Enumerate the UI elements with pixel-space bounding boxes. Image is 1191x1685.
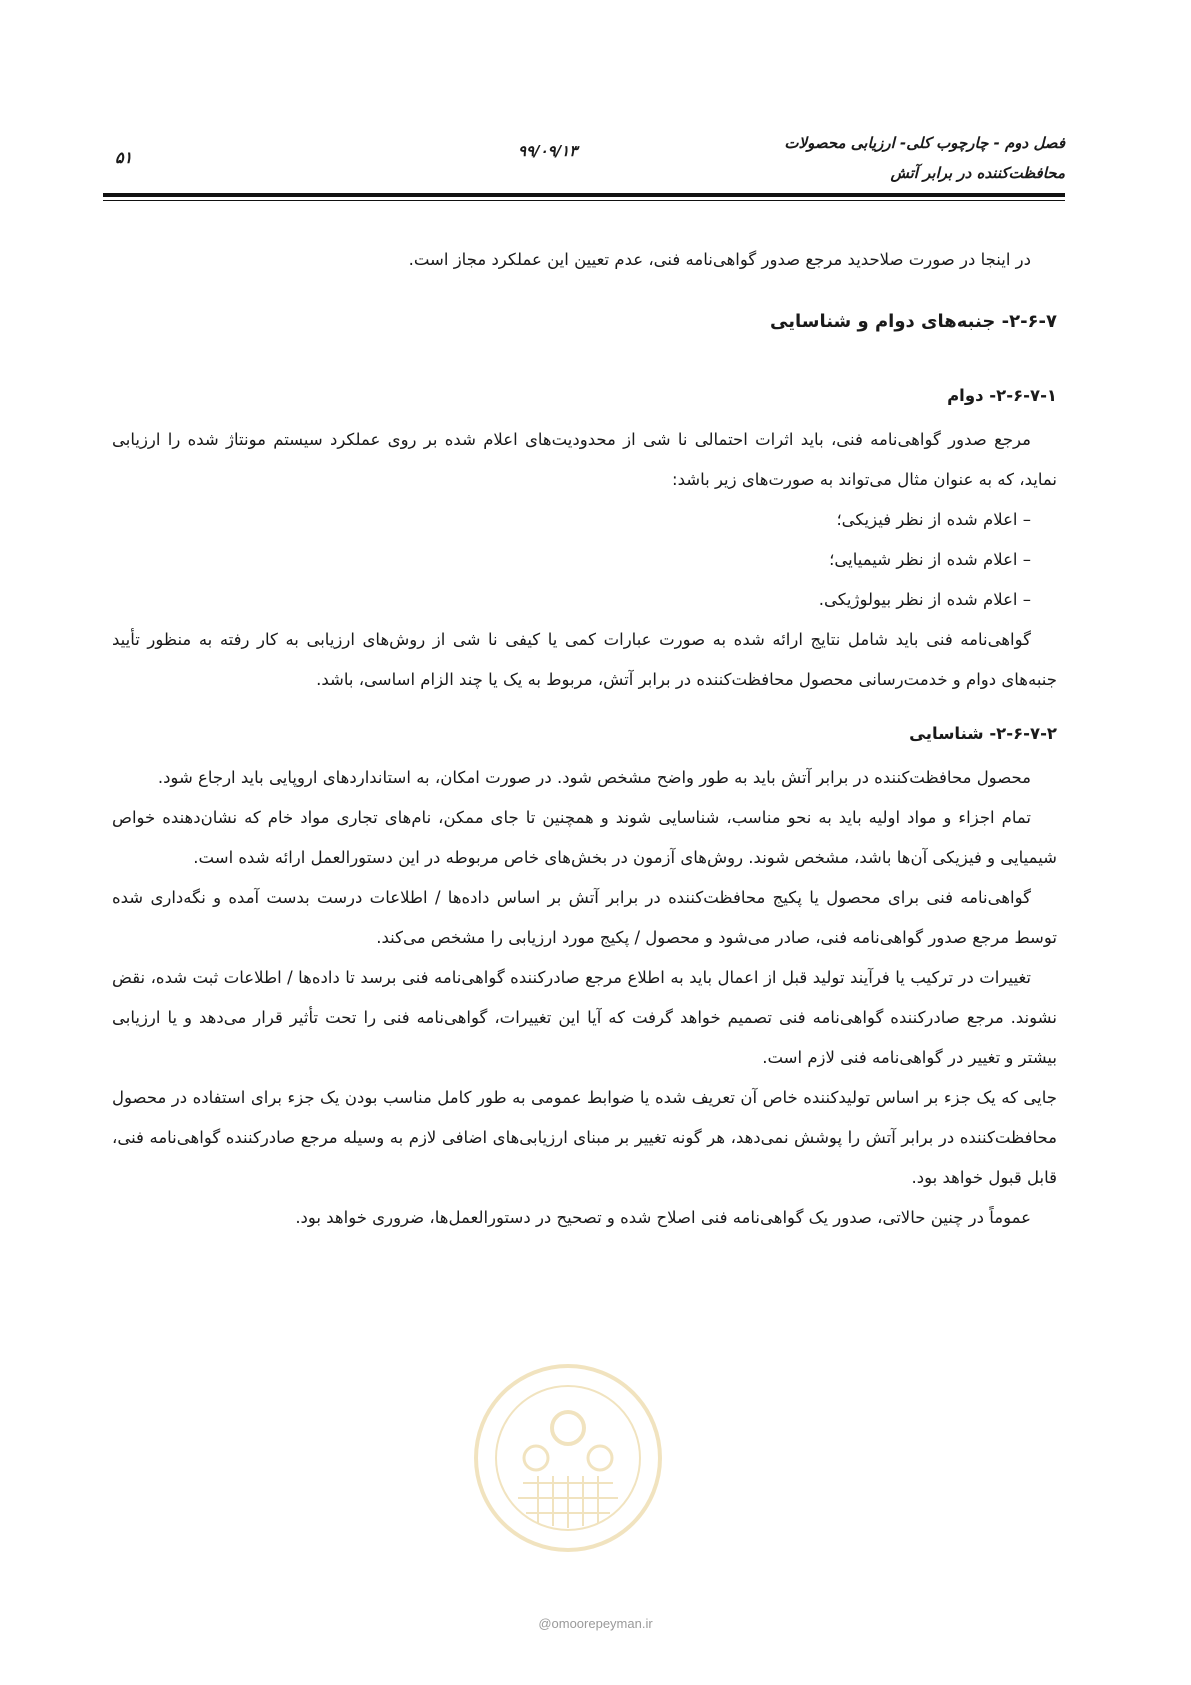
section-heading: ۲-۶-۷- جنبه‌های دوام و شناسایی bbox=[770, 311, 1057, 332]
durability-paragraph-1: مرجع صدور گواهی‌نامه فنی، باید اثرات احتمالی نا شی از محدودیت‌های اعلام شده بر روی عملکرد سیستم مونتاژ شده را ارزیابی نماید، که به عنوان مثال می‌تواند به صورت‌های زیر باشد: bbox=[112, 430, 1057, 489]
watermark-seal-icon bbox=[468, 1358, 668, 1558]
list-item: – اعلام شده از نظر بیولوژیکی. bbox=[818, 590, 1031, 609]
header-date: ۹۹/۰۹/۱۳ bbox=[518, 142, 578, 160]
identification-paragraph-1: محصول محافظت‌کننده در برابر آتش باید به طور واضح مشخص شود. در صورت امکان، به استانداردهای اروپایی باید ارجاع شود. bbox=[157, 768, 1031, 787]
chapter-title-line1: فصل دوم - چارچوب کلی- ارزیابی محصولات bbox=[784, 134, 1065, 152]
page-number: ۵۱ bbox=[115, 148, 133, 167]
identification-paragraph-6: عموماً در چنین حالاتی، صدور یک گواهی‌نامه فنی اصلاح شده و تصحیح در دستورالعمل‌ها، ضروری خواهد بود. bbox=[295, 1208, 1031, 1227]
header-rule-thick bbox=[103, 193, 1065, 197]
subsection-heading-durability: ۲-۶-۷-۱- دوام bbox=[947, 386, 1057, 405]
page-header bbox=[103, 128, 1065, 198]
identification-paragraph-2: تمام اجزاء و مواد اولیه باید به نحو مناسب، شناسایی شوند و همچنین تا جای ممکن، نام‌های تجاری مواد خام که نشان‌دهنده خواص شیمیایی و فیزیکی آن‌ها باشد، مشخص شوند. روش‌های آزمون در بخش‌های خاص مربوطه در این دستورالعمل ارائه شده است. bbox=[112, 808, 1057, 867]
header-rule-thin bbox=[103, 200, 1065, 201]
footer-url: @omoorepeyman.ir bbox=[538, 1616, 653, 1631]
durability-list bbox=[112, 500, 1057, 620]
page-body bbox=[112, 240, 1057, 1238]
durability-paragraph-2: گواهی‌نامه فنی باید شامل نتایج ارائه شده به صورت عبارات کمی یا کیفی نا شی از روش‌های ارزیابی به کار رفته به منظور تأیید جنبه‌های دوام و خدمت‌رسانی محصول محافظت‌کننده در برابر آتش، مربوط به یک یا چند الزام اساسی، باشد. bbox=[112, 630, 1057, 689]
identification-paragraph-5: جایی که یک جزء بر اساس تولیدکننده خاص آن تعریف شده یا ضوابط عمومی به طور کامل مناسب بودن یک جزء برای استفاده در محصول محافظت‌کننده در برابر آتش را پوشش نمی‌دهد، هر گونه تغییر بر مبنای ارزیابی‌های اضافی لازم به وسیله مرجع صادرکننده گواهی‌نامه فنی، قابل قبول خواهد بود. bbox=[112, 1088, 1057, 1187]
chapter-title-line2: محافظت‌کننده در برابر آتش bbox=[890, 164, 1065, 182]
subsection-heading-identification: ۲-۶-۷-۲- شناسایی bbox=[909, 724, 1057, 743]
list-item: – اعلام شده از نظر شیمیایی؛ bbox=[829, 550, 1031, 569]
identification-paragraph-3: گواهی‌نامه فنی برای محصول یا پکیج محافظت‌کننده در برابر آتش بر اساس داده‌ها / اطلاعات درست بدست آمده و نگه‌داری شده توسط مرجع صدور گواهی‌نامه فنی، صادر می‌شود و محصول / پکیج مورد ارزیابی را مشخص می‌کند. bbox=[112, 888, 1057, 947]
list-item: – اعلام شده از نظر فیزیکی؛ bbox=[836, 510, 1031, 529]
identification-paragraph-4: تغییرات در ترکیب یا فرآیند تولید قبل از اعمال باید به اطلاع مرجع صادرکننده گواهی‌نامه فنی برسد تا داده‌ها / اطلاعات ثبت شده، نقض نشوند. مرجع صادرکننده گواهی‌نامه فنی تصمیم خواهد گرفت که آیا این تغییرات، گواهی‌نامه فنی را تحت تأثیر قرار می‌دهد و یا ارزیابی بیشتر و تغییر در گواهی‌نامه فنی لازم است. bbox=[112, 968, 1057, 1067]
chapter-title bbox=[784, 128, 1065, 188]
intro-paragraph: در اینجا در صورت صلاحدید مرجع صدور گواهی‌نامه فنی، عدم تعیین این عملکرد مجاز است. bbox=[408, 250, 1031, 269]
